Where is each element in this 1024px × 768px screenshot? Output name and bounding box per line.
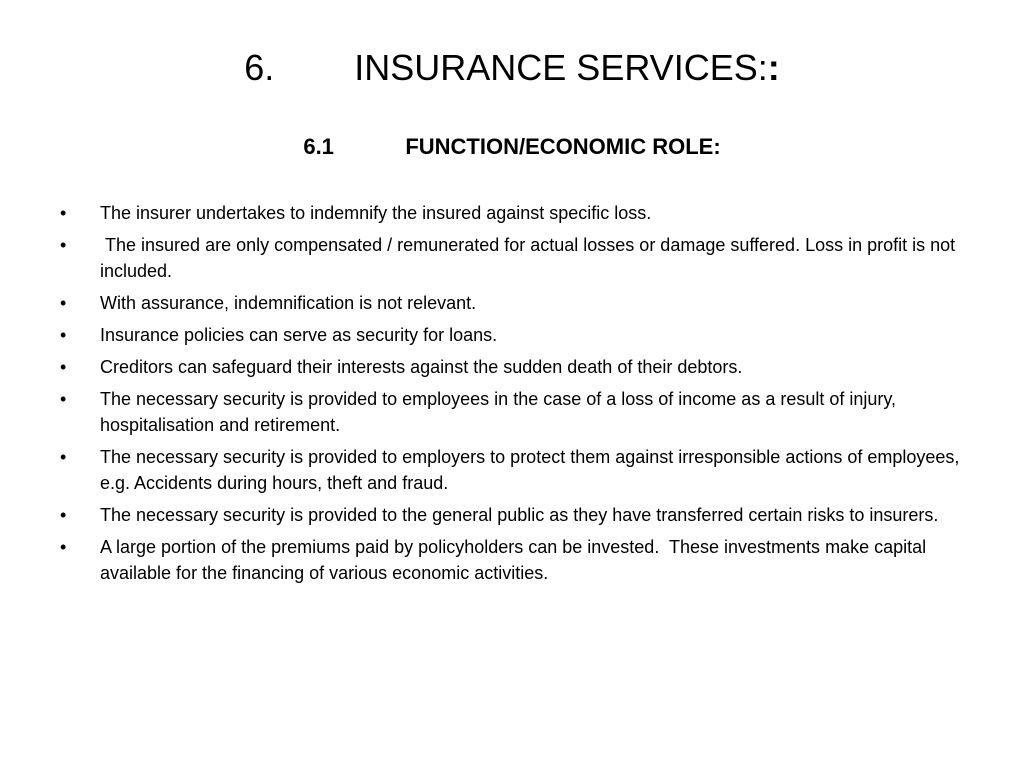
bullet-text: The necessary security is provided to employees in the case of a loss of income as a result of injury, hospitalisation and retirement.	[100, 389, 897, 435]
list-item	[60, 386, 970, 438]
list-item	[60, 354, 970, 380]
bullet-text: The insurer undertakes to indemnify the insured against specific loss.	[100, 203, 652, 223]
slide-title	[0, 46, 1024, 90]
list-item	[60, 502, 970, 528]
bullet-icon: •	[60, 325, 67, 345]
bullet-text: Insurance policies can serve as security for loans.	[100, 325, 498, 345]
bullet-icon: •	[60, 203, 67, 223]
bullet-text: The insured are only compensated / remunerated for actual losses or damage suffered. Loss in profit is not included.	[100, 235, 961, 281]
bullet-icon: •	[60, 357, 67, 377]
bullet-text: With assurance, indemnification is not relevant.	[100, 293, 477, 313]
bullet-icon: •	[60, 235, 67, 255]
list-item	[60, 290, 970, 316]
bullet-icon: •	[60, 293, 67, 313]
bullet-text: The necessary security is provided to the general public as they have transferred certain risks to insurers.	[100, 505, 939, 525]
list-item	[60, 444, 970, 496]
bullet-list	[60, 200, 970, 592]
title-text: INSURANCE SERVICES:	[354, 47, 768, 88]
title-number: 6.	[244, 47, 275, 88]
section-number: 6.1	[303, 134, 334, 159]
section-title: FUNCTION/ECONOMIC ROLE:	[405, 134, 721, 159]
list-item	[60, 322, 970, 348]
bullet-text: A large portion of the premiums paid by policyholders can be invested. These investments make capital available for the financing of various economic activities.	[100, 537, 932, 583]
title-trailing-colon: :	[767, 47, 780, 88]
bullet-icon: •	[60, 537, 67, 557]
bullet-icon: •	[60, 505, 67, 525]
section-heading	[0, 132, 1024, 162]
bullet-icon: •	[60, 447, 67, 467]
list-item	[60, 232, 970, 284]
list-item	[60, 200, 970, 226]
bullet-icon: •	[60, 389, 67, 409]
bullet-text: The necessary security is provided to employers to protect them against irresponsible actions of employees, e.g. Accidents during hours, theft and fraud.	[100, 447, 960, 493]
list-item	[60, 534, 970, 586]
bullet-text: Creditors can safeguard their interests against the sudden death of their debtors.	[100, 357, 743, 377]
